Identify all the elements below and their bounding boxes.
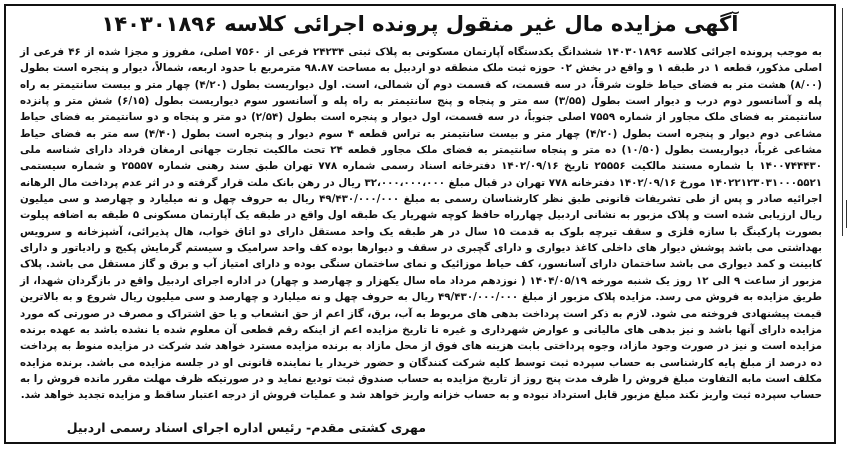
edge-line-short [846, 200, 847, 228]
edge-line [842, 8, 843, 236]
notice-frame [4, 4, 836, 444]
notice-title: آگهی مزایده مال غیر منقول پرونده اجرائی کلاسه ۱۴۰۳۰۱۸۹۶ [101, 12, 739, 36]
page-edge [840, 0, 854, 450]
notice-body: به موجب پرونده اجرائی کلاسه ۱۴۰۳۰۱۸۹۶ ششدانگ یکدستگاه آپارتمان مسکونی به پلاک ثبتی ۲۴۲۳۴ فرعی از ۷۵۶۰ اصلی، مفروز و مجزا شده از ۴۶ فرعی از اصلی مذکور، قطعه ۱ در طبقه ۱ و واقع در بخش ۰۲ حوزه ثبت ملک منطقه دو اردبیل به مساحت ۹۸.۸۷ مترمربع با حدود اربعه، شمالاً، دیوار و پنجره است بطول (۸/۰۰) هشت متر به فضای حیاط خلوت شرقاً، در سه قسمت، که قسمت دوم آن شمالی، است. اول دیواریست بطول (۴/۲۰) چهار متر و بیست سانتیمتر به راه پله و آسانسور دوم درب و دیوار است بطول (۳/۵۵) سه متر و پنجاه و پنج سانتیمتر به راه پله و آسانسور سوم دیواریست بطول (۶/۱۵) شش متر و پانزده سانتیمتر به فضای ملک مجاور از شماره ۷۵۵۹ اصلی جنوباً، در سه قسمت، اول دیوار و پنجره است بطول (۲/۵۴) دو متر و پنجاه و دو سانتیمتر به فضای حیاط مشاعی دوم دیوار و پنجره است بطول (۴/۲۰) چهار متر و بیست سانتیمتر به تراس قطعه ۴ سوم دیوار و پنجره است بطول (۴/۴۰) سه متر به فضای حیاط مشاعی غرباً، دیواریست بطول (۱۰/۵۰) ده متر و پنجاه سانتیمتر به فضای ملک مجاور قطعه ۲۴ تحت مالکیت تجارت جهانی ارمغان فرداد دارای شناسه ملی ۱۴۰۰۷۴۴۴۳۰ با شماره مستند مالکیت ۲۵۵۵۶ تاریخ ۱۴۰۲/۰۹/۱۶ دفترخانه اسناد رسمی شماره ۷۷۸ تهران طبق سند رهنی شماره ۲۵۵۵۷ و شماره سیستمی ۱۴۰۲۲۱۲۳۰۳۱۰۰۰۵۵۲۱ مورخ ۱۴۰۲/۰۹/۱۶ دفترخانه ۷۷۸ تهران در قبال مبلغ ۳۲،۰۰۰،۰۰۰،۰۰۰ ریال در رهن بانک ملت قرار گرفته و در اثر عدم پرداخت مال الرهانه اجرائیه صادر و پس از طی تشریفات قانونی طبق نظر کارشناسان رسمی به مبلغ ۴۹/۴۳۰/۰۰۰/۰۰۰ ریال به حروف چهل و نه میلیارد و چهارصد و سی میلیون ریال ارزیابی شده است و پلاک مزبور به نشانی اردبیل چهارراه حافظ کوچه شهریار یک طبقه اول واقع در طبقه یک آپارتمان مسکونی ۵ طبقه به اضافه پیلوت بصورت پارکینگ با سازه فلزی و سقف تیرچه بلوک به قدمت ۱۵ سال در هر طبقه یک واحد مستقل دارای دو اتاق خواب، هال پذیرائی، آشپزخانه و سرویس بهداشتی می باشد پوشش دیوار های داخلی کاغذ دیواری و دارای گچبری در سقف و دیوارها بوده کف واحد سرامیک و سیستم گرمایش پکیج و رادیاتور و دارای کابینت و کمد دیواری می باشد ساختمان دارای آسانسور، کف حیاط موزائیک و نمای ساختمان سنگی بوده و دارای امتیاز آب و برق و گاز مستقل می باشد. پلاک مزبور از ساعت ۹ الی ۱۲ روز یک شنبه مورخه ۱۴۰۴/۰۵/۱۹ ( نوزدهم مرداد ماه سال یکهزار و چهارصد و چهار) در اداره اجرای اردبیل واقع در بازگردان شهدا، از طریق مزایده به فروش می رسد. مزایده پلاک مزبور از مبلغ ۴۹/۴۳۰/۰۰۰/۰۰۰ ریال به حروف چهل و نه میلیارد و چهارصد و سی میلیون ریال شروع و به بالاترین قیمت پیشنهادی فروخته می شود. لازم به ذکر است پرداخت بدهی های مربوط به آب، برق، گاز اعم از حق انشعاب و یا حق اشتراک و مصرف در صورتی که مورد مزایده دارای آنها باشد و نیز بدهی های مالیاتی و عوارض شهرداری و غیره تا تاریخ مزایده اعم از اینکه رقم قطعی آن معلوم شده یا نشده باشد به عهده برنده مزایده است و نیز در صورت وجود مازاد، وجوه پرداختی بابت هزینه های فوق از محل مازاد به برنده مزایده مسترد خواهد شد شرکت در مزایده منوط به پرداخت ده درصد از مبلغ پایه کارشناسی به حساب سپرده ثبت توسط کلیه شرکت کنندگان و حضور خریدار یا نماینده قانونی او در جلسه مزایده می باشد. برنده مزایده مکلف است مابه التفاوت مبلغ فروش را ظرف مدت پنج روز از تاریخ مزایده به حساب صندوق ثبت تودیع نماید و در صورتیکه ظرف مهلت مقرر مانده فروش را به حساب سپرده ثبت واریز نکند مبلغ مزبور قابل استرداد نبوده و به حساب خزانه واریز خواهد شد و عملیات فروش از درجه اعتبار ساقط و مزایده تجدید خواهد شد. [20, 46, 822, 402]
notice-signature: مهری کشتی مقدم- رئیس اداره اجرای اسناد رسمی اردبیل [66, 420, 426, 435]
